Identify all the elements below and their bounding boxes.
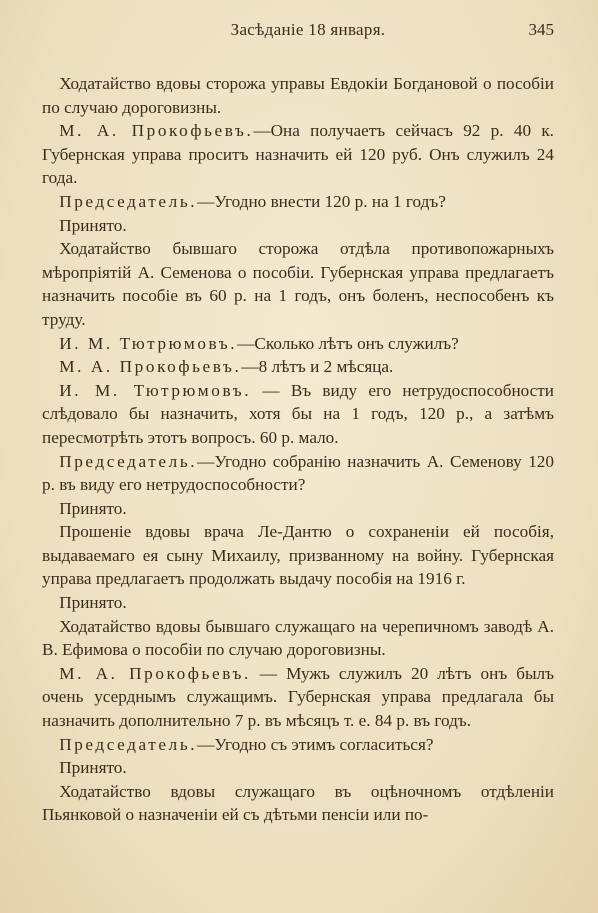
paragraph xyxy=(42,237,554,331)
paragraph-text: Принято. xyxy=(59,215,127,235)
paragraph-text: Ходатайство вдовы служащаго въ оцѣночномъ отдѣленіи Пьянковой о назначеніи ей съ дѣтьми пенсіи или по- xyxy=(42,781,554,825)
paragraph xyxy=(42,733,554,757)
paragraph xyxy=(42,379,554,450)
paragraph-text: Ходатайство вдовы сторожа управы Евдокіи Богдановой о пособіи по случаю дороговизны. xyxy=(42,74,554,117)
paragraph xyxy=(42,214,554,238)
paragraph xyxy=(42,190,554,214)
paragraph-text: —Она получаетъ сейчасъ 92 р. 40 к. Губернская управа проситъ назначить ей 120 руб. Онъ служилъ 24 года. xyxy=(42,121,554,188)
paragraph xyxy=(42,780,554,827)
paragraph xyxy=(42,591,554,615)
paragraph-text: Ходатайство бывшаго сторожа отдѣла противопожарныхъ мѣропріятій А. Семенова о пособіи. Губернская управа предлагаетъ назначить пособіе въ 60 р. на 1 годъ, онъ боленъ, неспособенъ къ труду. xyxy=(42,239,554,329)
paragraph xyxy=(42,332,554,356)
paragraph-text: Принято. xyxy=(59,498,127,518)
page-header xyxy=(42,20,554,46)
paragraph-text: Принято. xyxy=(59,758,127,778)
paragraph-text: — Мужъ служилъ 20 лѣтъ онъ былъ очень усерднымъ служащимъ. Губернская управа предлагала бы назначить дополнительно 7 р. въ мѣсяцъ т. е. 84 р. въ годъ. xyxy=(42,663,554,731)
paragraph xyxy=(42,497,554,521)
paragraph-text: Принято. xyxy=(59,593,127,613)
paragraph xyxy=(42,756,554,780)
running-title: Засѣданіе 18 января. xyxy=(230,20,386,39)
paragraph-text: —Сколько лѣтъ онъ служилъ? xyxy=(237,333,459,353)
paragraph-text: Прошеніе вдовы врача Ле-Дантю о сохраненіи ей пособія, выдаваемаго ея сыну Михаилу, призванному на войну. Губернская управа предлагаетъ продолжать выдачу пособія на 1916 г. xyxy=(42,522,554,589)
speaker-name: И. М. Тютрюмовъ. xyxy=(59,380,252,400)
paragraph xyxy=(42,72,554,119)
paragraph xyxy=(42,355,554,379)
paragraph xyxy=(42,520,554,591)
speaker-name: М. А. Прокофьевъ. xyxy=(59,121,254,141)
paragraph-text: —Угодно съ этимъ согласиться? xyxy=(197,734,434,754)
paragraph xyxy=(42,615,554,662)
paragraph-text: — Въ виду его нетрудоспособности слѣдовало бы назначить, хотя бы на 1 годъ, 120 р., а затѣмъ пересмотрѣть этотъ вопросъ. 60 р. мало. xyxy=(42,380,554,447)
paragraph-text: —8 лѣтъ и 2 мѣсяца. xyxy=(241,357,394,377)
paragraph-text: Ходатайство вдовы бывшаго служащаго на черепичномъ заводѣ А. В. Ефимова о пособіи по случаю дороговизны. xyxy=(42,616,554,660)
page-body xyxy=(42,72,554,827)
paragraph-text: —Угодно собранію назначить А. Семенову 120 р. въ виду его нетрудоспособности? xyxy=(42,451,554,495)
speaker-name: Председатель. xyxy=(59,734,198,754)
paragraph xyxy=(42,662,554,733)
speaker-name: М. А. Прокофьевъ. xyxy=(59,357,242,377)
paragraph xyxy=(42,119,554,190)
speaker-name: Председатель. xyxy=(59,191,198,211)
page-number: 345 xyxy=(528,20,554,39)
speaker-name: И. М. Тютрюмовъ. xyxy=(59,333,238,353)
speaker-name: Председатель. xyxy=(59,451,198,471)
speaker-name: М. А. Прокофьевъ. xyxy=(59,663,251,683)
paragraph xyxy=(42,450,554,497)
paragraph-text: —Угодно внести 120 р. на 1 годъ? xyxy=(197,191,446,211)
